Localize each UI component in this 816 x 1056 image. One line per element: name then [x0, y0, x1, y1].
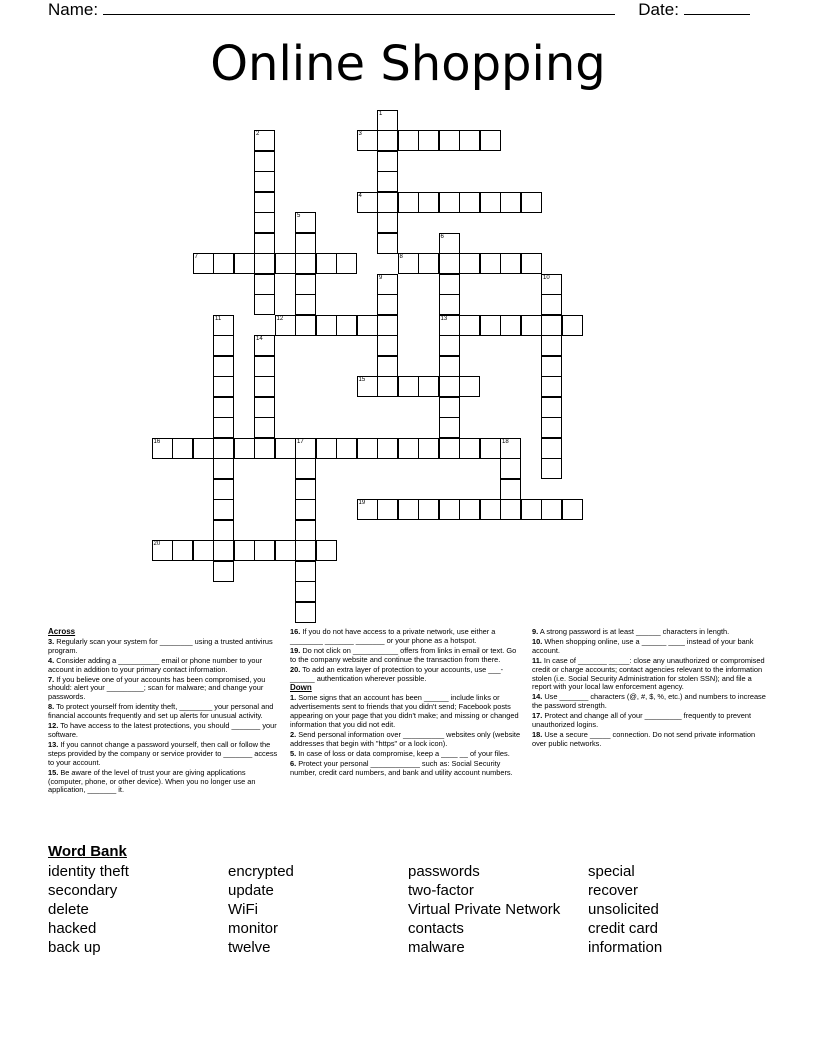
crossword-cell[interactable] [377, 376, 398, 397]
cell-number: 6 [440, 233, 444, 240]
crossword-cell[interactable] [213, 479, 234, 500]
crossword-cell[interactable] [254, 417, 275, 438]
crossword-cell[interactable] [500, 499, 521, 520]
cell-number: 11 [215, 315, 222, 322]
crossword-cell[interactable] [295, 479, 316, 500]
crossword-cell[interactable] [213, 335, 234, 356]
clue [48, 657, 282, 675]
word-bank-item: hacked [48, 920, 97, 937]
crossword-cell[interactable] [152, 438, 173, 459]
word-bank-item: Virtual Private Network [408, 901, 561, 918]
word-bank-item: recover [588, 882, 639, 899]
crossword-cell[interactable] [439, 315, 460, 336]
crossword-cell[interactable] [213, 438, 234, 459]
clue [532, 731, 766, 749]
cell-number: 8 [399, 254, 403, 260]
crossword-cell[interactable] [336, 315, 357, 336]
crossword-cell[interactable] [357, 192, 378, 213]
crossword-cell[interactable] [295, 274, 316, 295]
crossword-cell[interactable] [418, 438, 439, 459]
cell-number: 9 [379, 274, 383, 281]
crossword-cell[interactable] [439, 192, 460, 213]
word-bank-item: twelve [228, 939, 271, 956]
word-bank [48, 862, 788, 957]
clue-text: In case of _______ _____: close any unauthorized or compromised credit or charge accounts; contact agencies relevant to the information stolen (i.e. Social Security Administration for stolen SSN); and file a report with your local law enforcement agency. [532, 655, 765, 692]
cell-number: 12 [276, 315, 284, 322]
crossword-cell[interactable] [254, 253, 275, 274]
clue-text: Protect your personal ____________ such as: Social Security number, credit card numbers, and bank and utility account numbers. [290, 758, 513, 777]
crossword-cell[interactable] [377, 192, 398, 213]
word-bank-item: credit card [588, 920, 659, 937]
crossword-cell[interactable] [377, 499, 398, 520]
clue-text: When shopping online, use a ______ ____ instead of your bank account. [532, 636, 754, 655]
clue-number: 1. [290, 693, 297, 703]
crossword-cell[interactable] [439, 417, 460, 438]
word-bank-item: encrypted [228, 863, 294, 880]
crossword-cell[interactable] [213, 540, 234, 561]
crossword-cell[interactable] [439, 253, 460, 274]
clue [532, 712, 766, 730]
clue-number: 13. [48, 739, 59, 749]
crossword-cell[interactable] [275, 438, 296, 459]
word-bank-item: delete [48, 901, 89, 918]
crossword-cell[interactable] [275, 540, 296, 561]
crossword-cell[interactable] [541, 499, 562, 520]
clue-number: 14. [532, 692, 543, 702]
crossword-cell[interactable] [254, 376, 275, 397]
crossword-cell[interactable] [541, 438, 562, 459]
crossword-cell[interactable] [254, 335, 275, 356]
cell-number: 1 [379, 110, 383, 117]
crossword-cell[interactable] [541, 458, 562, 479]
crossword-cell[interactable] [480, 315, 501, 336]
down-heading: Down [290, 683, 312, 693]
crossword-cell[interactable] [562, 499, 583, 520]
word-bank-item: unsolicited [588, 901, 659, 918]
crossword-cell[interactable] [377, 171, 398, 192]
crossword-cell[interactable] [480, 253, 501, 274]
across-heading: Across [48, 627, 76, 636]
crossword-cell[interactable] [213, 397, 234, 418]
crossword-cell[interactable] [398, 438, 419, 459]
cell-number: 19 [358, 500, 366, 506]
word-bank-item: two-factor [408, 882, 474, 899]
crossword-cell[interactable] [480, 130, 501, 151]
clue-text: To add an extra layer of protection to your accounts, use ___-______ authentication wherever possible. [290, 664, 504, 683]
clue-text: Protect and change all of your _________ frequently to prevent unauthorized logins. [532, 711, 752, 730]
word-bank-item: WiFi [228, 901, 258, 918]
clue-number: 16. [290, 627, 301, 636]
crossword-cell[interactable] [254, 274, 275, 295]
crossword-cell[interactable] [234, 253, 255, 274]
clue [532, 628, 766, 637]
crossword-cell[interactable] [459, 315, 480, 336]
cell-number: 14 [256, 336, 263, 342]
crossword-cell[interactable] [193, 438, 214, 459]
crossword-cell[interactable] [377, 274, 398, 295]
clue [290, 750, 524, 759]
crossword-cell[interactable] [254, 151, 275, 172]
crossword-cell[interactable] [521, 499, 542, 520]
crossword-cell[interactable] [213, 417, 234, 438]
crossword-cell[interactable] [275, 315, 296, 336]
crossword-cell[interactable] [377, 335, 398, 356]
crossword-cell[interactable] [541, 417, 562, 438]
crossword-cell[interactable] [459, 438, 480, 459]
cell-number: 17 [297, 438, 304, 445]
crossword-cell[interactable] [213, 376, 234, 397]
crossword-cell[interactable] [234, 438, 255, 459]
clue-text: If you do not have access to a private network, use either a ________ _______ _______ or your phone as a hotspot. [290, 627, 496, 645]
crossword-cell[interactable] [295, 520, 316, 541]
crossword-cell[interactable] [439, 376, 460, 397]
crossword-cell[interactable] [439, 438, 460, 459]
crossword-cell[interactable] [439, 397, 460, 418]
crossword-cell[interactable] [254, 356, 275, 377]
crossword-cell[interactable] [295, 499, 316, 520]
crossword-cell[interactable] [295, 458, 316, 479]
crossword-cell[interactable] [254, 212, 275, 233]
clues-column-3 [532, 628, 766, 750]
cell-number: 18 [502, 438, 509, 445]
clue [532, 638, 766, 656]
clue-number: 8. [48, 702, 55, 712]
crossword-cell[interactable] [439, 233, 460, 254]
crossword-cell[interactable] [439, 294, 460, 315]
crossword-cell[interactable] [295, 253, 316, 274]
word-bank-item: information [588, 939, 663, 956]
crossword-cell[interactable] [500, 315, 521, 336]
crossword-cell[interactable] [541, 356, 562, 377]
clue [290, 694, 524, 730]
crossword-cell[interactable] [541, 315, 562, 336]
clue-text: In case of loss or data compromise, keep a ____ __ of your files. [296, 748, 510, 758]
crossword-cell[interactable] [172, 438, 193, 459]
clue [532, 693, 766, 711]
clue-text: If you believe one of your accounts has been compromised, you should: alert your _________; scan for malware; and change your passwords. [48, 674, 266, 702]
crossword-cell[interactable] [295, 233, 316, 254]
clue [48, 722, 282, 740]
clue-text: Consider adding a __________ email or phone number to your account in addition to your primary contact information. [48, 655, 263, 674]
crossword-cell[interactable] [521, 253, 542, 274]
clue-text: A strong password is at least ______ characters in length. [538, 627, 730, 636]
cell-number: 20 [153, 541, 161, 547]
crossword-cell[interactable] [234, 540, 255, 561]
word-bank-item: update [228, 882, 274, 899]
crossword-cell[interactable] [213, 520, 234, 541]
crossword-cell[interactable] [521, 192, 542, 213]
crossword-cell[interactable] [336, 253, 357, 274]
crossword-cell[interactable] [541, 274, 562, 295]
word-bank-item: contacts [408, 920, 464, 937]
clue-text: Be aware of the level of trust your are giving applications (computer, phone, or other device). When you no longer use an application, _______ it. [48, 767, 256, 795]
clue-text: Some signs that an account has been ______ include links or advertisements sent to friends that you didn't send; Facebook posts appearing on your page that you didn't make; and missing or changed information that you did not edit. [290, 693, 519, 730]
clue-number: 18. [532, 729, 543, 739]
crossword-cell[interactable] [398, 253, 419, 274]
cell-number: 10 [543, 274, 550, 281]
crossword-cell[interactable] [254, 438, 275, 459]
crossword-cell[interactable] [357, 130, 378, 151]
clue-number: 19. [290, 645, 301, 655]
clue [290, 666, 524, 684]
crossword-cell[interactable] [459, 499, 480, 520]
crossword-cell[interactable] [500, 458, 521, 479]
cell-number: 7 [194, 254, 198, 260]
crossword-cell[interactable] [439, 274, 460, 295]
crossword-cell[interactable] [562, 315, 583, 336]
crossword-cell[interactable] [377, 151, 398, 172]
clue-text: To have access to the latest protections, you should _______ your software. [48, 721, 277, 739]
crossword-cell[interactable] [398, 499, 419, 520]
crossword-cell[interactable] [377, 130, 398, 151]
crossword-cell[interactable] [439, 130, 460, 151]
crossword-cell[interactable] [459, 130, 480, 151]
clue-text: Regularly scan your system for ________ using a trusted antivirus program. [48, 636, 273, 655]
clue-number: 9. [532, 627, 539, 636]
crossword-cell[interactable] [377, 212, 398, 233]
clue-number: 2. [290, 729, 297, 739]
crossword-cell[interactable] [459, 192, 480, 213]
crossword-cell[interactable] [357, 438, 378, 459]
clue-number: 11. [532, 655, 542, 665]
crossword-cell[interactable] [213, 561, 234, 582]
crossword-cell[interactable] [316, 438, 337, 459]
crossword-cell[interactable] [193, 253, 214, 274]
cell-number: 4 [358, 192, 362, 199]
word-bank-item: passwords [408, 863, 480, 880]
crossword-cell[interactable] [316, 315, 337, 336]
word-bank-title: Word Bank [48, 843, 127, 860]
crossword-cell[interactable] [377, 356, 398, 377]
crossword-cell[interactable] [500, 192, 521, 213]
crossword-cell[interactable] [500, 438, 521, 459]
crossword-cell[interactable] [152, 540, 173, 561]
clue-number: 4. [48, 655, 55, 665]
crossword-cell[interactable] [439, 335, 460, 356]
crossword-cell[interactable] [418, 253, 439, 274]
crossword-cell[interactable] [254, 171, 275, 192]
cell-number: 15 [358, 377, 366, 383]
crossword-cell[interactable] [418, 192, 439, 213]
crossword-cell[interactable] [213, 356, 234, 377]
crossword-cell[interactable] [254, 233, 275, 254]
crossword-cell[interactable] [480, 438, 501, 459]
crossword-cell[interactable] [254, 540, 275, 561]
crossword-cell[interactable] [459, 253, 480, 274]
cell-number: 5 [297, 213, 301, 219]
clue-number: 20. [290, 664, 301, 674]
crossword-cell[interactable] [439, 356, 460, 377]
page-title: Online Shopping [210, 36, 606, 92]
clue [48, 703, 282, 721]
crossword-cell[interactable] [295, 294, 316, 315]
crossword-cell[interactable] [172, 540, 193, 561]
clue [48, 638, 282, 656]
crossword-cell[interactable] [316, 253, 337, 274]
crossword-cell[interactable] [377, 110, 398, 131]
word-bank-item: special [588, 863, 635, 880]
word-bank-item: identity theft [48, 863, 129, 880]
crossword-cell[interactable] [418, 130, 439, 151]
cell-number: 3 [358, 131, 362, 137]
crossword-cell[interactable] [459, 376, 480, 397]
crossword-cell[interactable] [254, 397, 275, 418]
crossword-cell[interactable] [418, 376, 439, 397]
cell-number: 2 [256, 131, 260, 137]
crossword-cell[interactable] [275, 253, 296, 274]
name-label: Name: [48, 0, 99, 19]
crossword-cell[interactable] [254, 192, 275, 213]
word-bank-item: malware [408, 939, 465, 956]
cell-number: 16 [153, 438, 161, 445]
crossword-cell[interactable] [295, 602, 316, 623]
crossword-cell[interactable] [500, 253, 521, 274]
clue-number: 15. [48, 767, 59, 777]
crossword-cell[interactable] [213, 315, 234, 336]
clue-text: Do not click on ___________ offers from links in email or text. Go to the company website and continue the transaction from there. [290, 645, 517, 664]
crossword-cell[interactable] [480, 192, 501, 213]
word-bank-item: back up [48, 939, 101, 956]
crossword-cell[interactable] [377, 315, 398, 336]
clue [290, 731, 524, 749]
clues-column-2 [290, 628, 524, 779]
crossword-cell[interactable] [377, 233, 398, 254]
crossword-cell[interactable] [541, 376, 562, 397]
clue-text: To protect yourself from identity theft, ________ your personal and financial accounts frequently and set up alerts for unusual activity. [48, 702, 274, 721]
crossword-cell[interactable] [213, 253, 234, 274]
crossword-cell[interactable] [295, 540, 316, 561]
clue [290, 760, 524, 778]
clues-column-1 [48, 628, 282, 796]
clue-number: 6. [290, 758, 297, 768]
clue-text: Use a secure _____ connection. Do not send private information over public networks. [532, 729, 756, 748]
crossword-cell[interactable] [295, 315, 316, 336]
clue-text: Use _______ characters (@, #, $, %, etc.) and numbers to increase the password strength. [532, 692, 766, 711]
crossword-cell[interactable] [418, 499, 439, 520]
crossword-cell[interactable] [500, 479, 521, 500]
clue [532, 657, 766, 693]
crossword-cell[interactable] [193, 540, 214, 561]
clue [290, 647, 524, 665]
crossword-cell[interactable] [398, 130, 419, 151]
crossword-cell[interactable] [398, 192, 419, 213]
clue-text: If you cannot change a password yourself, then call or follow the steps provided by the company or service provider to _______ access to your account. [48, 739, 278, 767]
crossword-cell[interactable] [398, 376, 419, 397]
crossword-cell[interactable] [295, 212, 316, 233]
clue-number: 12. [48, 721, 59, 731]
word-bank-item: monitor [228, 920, 279, 937]
clue-number: 10. [532, 636, 543, 646]
crossword-cell[interactable] [336, 438, 357, 459]
crossword-cell[interactable] [295, 561, 316, 582]
clue [48, 769, 282, 796]
date-label: Date: [638, 0, 679, 19]
crossword-cell[interactable] [541, 397, 562, 418]
crossword-cell[interactable] [254, 130, 275, 151]
cell-number: 13 [440, 315, 448, 322]
crossword-cell[interactable] [213, 458, 234, 479]
crossword-cell[interactable] [295, 438, 316, 459]
crossword-cell[interactable] [295, 581, 316, 602]
clue-number: 7. [48, 674, 55, 684]
clue [48, 676, 282, 703]
crossword-cell[interactable] [254, 294, 275, 315]
crossword-cell[interactable] [521, 315, 542, 336]
clue-number: 3. [48, 636, 55, 646]
clue [290, 628, 524, 646]
crossword-cell[interactable] [439, 499, 460, 520]
crossword-cell[interactable] [377, 438, 398, 459]
crossword-cell[interactable] [357, 315, 378, 336]
crossword-cell[interactable] [541, 294, 562, 315]
crossword-cell[interactable] [357, 499, 378, 520]
clue-text: Send personal information over __________ websites only (website addresses that begin with "https" or a lock icon). [290, 729, 521, 748]
crossword-cell[interactable] [213, 499, 234, 520]
crossword-cell[interactable] [316, 540, 337, 561]
crossword-cell[interactable] [480, 499, 501, 520]
clue [48, 741, 282, 768]
crossword-cell[interactable] [357, 376, 378, 397]
word-bank-item: secondary [48, 882, 118, 899]
clue-number: 5. [290, 748, 297, 758]
crossword-cell[interactable] [541, 335, 562, 356]
crossword-cell[interactable] [377, 294, 398, 315]
clue-number: 17. [532, 711, 543, 721]
